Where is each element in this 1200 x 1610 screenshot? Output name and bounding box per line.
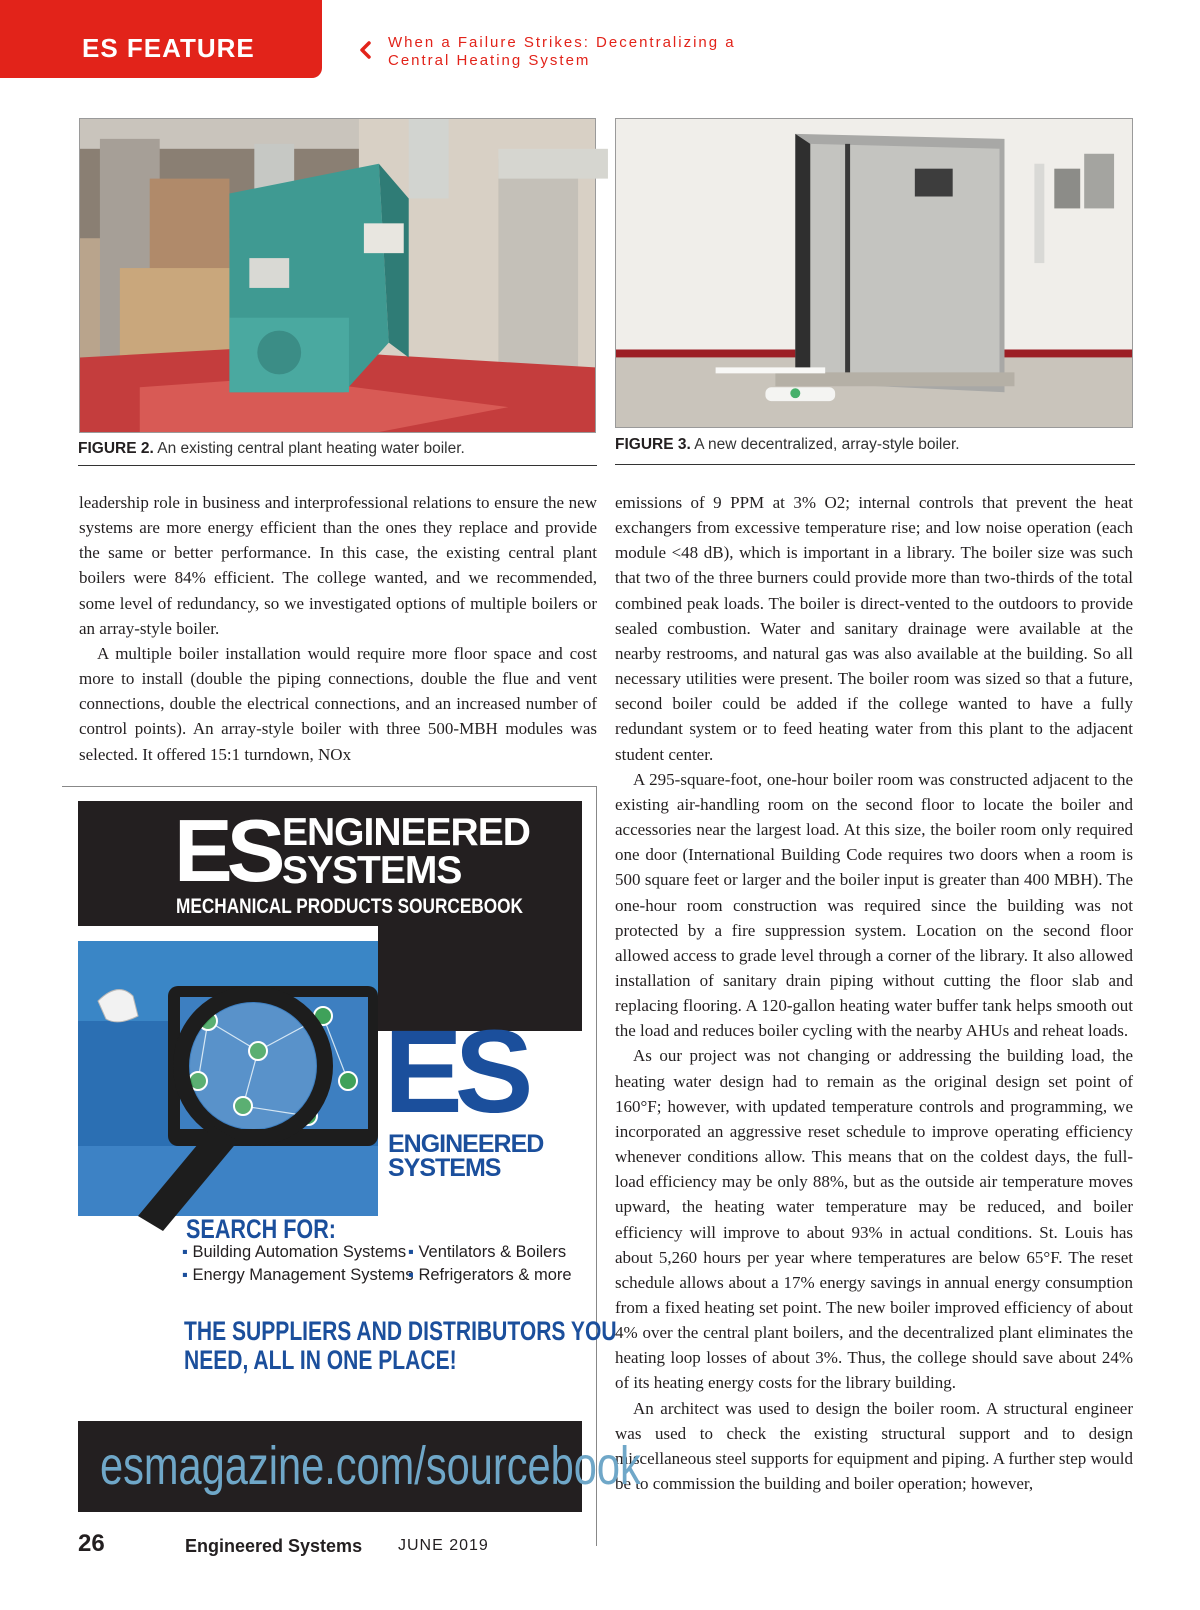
ad-big-line2: SYSTEMS xyxy=(388,1154,501,1182)
ad-tagline xyxy=(184,1317,621,1375)
ad-tagline-line2: NEED, ALL IN ONE PLACE! xyxy=(184,1345,457,1375)
article-title[interactable]: When a Failure Strikes: Decentralizing a Central Heating System xyxy=(388,34,736,69)
issue-date: JUNE 2019 xyxy=(398,1537,489,1554)
ad-logo-line1: ENGINEERED xyxy=(282,811,530,854)
section-label: ES FEATURE xyxy=(82,33,255,63)
section-tab xyxy=(0,0,322,78)
publication-name: Engineered Systems xyxy=(185,1536,363,1556)
central-plant-boiler-image xyxy=(80,119,595,432)
paragraph: A multiple boiler installation would require more floor space and cost more to install (double the piping connections, double the flue and vent connections, double the electrical connections, and an increased number of control points). An array-style boiler with three 500-MBH modules was selected. It offered 15:1 turndown, NOx xyxy=(79,643,597,764)
chevron-left-icon[interactable] xyxy=(358,40,372,60)
paragraph: As our project was not changing or addressing the building load, the heating water design had to remain as the original design set point of 160°F; however, with updated temperature controls and programming, we incorporated an aggressive reset schedule to improve operating efficiency whenever conditions allow. This means that on the coldest days, the full-load efficiency may be only 88%, but as the outside air temperature moves upward, the heating water temperature may be reduced, and boiler efficiency will improve to about 93% in actual conditions. St. Louis has about 5,260 hours per year where temperatures are below 65°F. The reset schedule allows about a 17% energy savings in annual energy consumption from a fixed heating set point. The new boiler improved efficiency of about 4% over the central plant boilers, and the decentralized plant eliminates the heating loop losses of about 3%. Thus, the college should save about 24% of its heating energy costs for the library building. xyxy=(615,1046,1133,1393)
figure-3-caption xyxy=(615,436,960,454)
ad-divider-top xyxy=(62,786,597,787)
left-column xyxy=(79,490,597,767)
column-divider xyxy=(596,786,597,1546)
right-column xyxy=(615,490,1133,1496)
figure-3-photo xyxy=(615,118,1133,428)
figure-2-label: FIGURE 2. xyxy=(78,440,154,457)
ad-big-wordmark xyxy=(388,1132,543,1180)
list-item: ▪ Ventilators & Boilers xyxy=(408,1241,572,1264)
ad-big-line1: ENGINEERED xyxy=(388,1130,544,1158)
ad-search-heading: SEARCH FOR: xyxy=(186,1214,336,1244)
ad-url-link[interactable]: esmagazine.com/sourcebook xyxy=(100,1436,641,1496)
caption-rule-right xyxy=(615,464,1135,465)
ad-subtitle: MECHANICAL PRODUCTS SOURCEBOOK xyxy=(176,895,523,918)
ad-logo-mark: ES xyxy=(174,801,280,900)
ad-logo-line2: SYSTEMS xyxy=(282,849,462,892)
list-item: ▪ Energy Management Systems xyxy=(182,1264,413,1287)
paragraph: An architect was used to design the boiler room. A structural engineer was used to check the existing structural support and to design miscellaneous steel supports for equipment and piping. A further step would be to commission the building and boiler operation; however, xyxy=(615,1398,1133,1494)
ad-list-left xyxy=(182,1241,413,1287)
list-item: ▪ Building Automation Systems xyxy=(182,1241,413,1264)
paragraph: A 295-square-foot, one-hour boiler room was constructed adjacent to the existing air-handling room on the second floor to locate the boiler and accessories near the largest load. At this size, the boiler room only required one door (International Building Code requires two doors when a room is 500 square feet or larger and the boiler input is greater than 400 MBH). The one-hour room construction was required since the building was not protected by a fire suppression system. Location on the second floor allowed access to grade level through a corner of the library. It also allowed installation of sanitary drain piping without cutting the floor slab and replacing flooring. A 120-gallon heating water buffer tank helps smooth out the load and reduces boiler cycling with the nearby AHUs and reheat loads. xyxy=(615,769,1133,1041)
figure-3-label: FIGURE 3. xyxy=(615,436,691,453)
paragraph: emissions of 9 PPM at 3% O2; internal controls that prevent the heat exchangers from excessive temperature rise; and low noise operation (each module <48 dB), which is important in a library. The boiler size was such that two of the three burners could provide more than two-thirds of the total combined peak loads. The boiler is direct-vented to the outdoors to provide sealed combustion. Water and sanitary drainage were available at the nearby restrooms, and natural gas was also available at the building. So all necessary utilities were present. The boiler room was sized so that a future, second boiler could be added if the college wanted to have a fully redundant system or to feed heating water from this plant to the adjacent student center. xyxy=(615,493,1133,764)
list-item: ▪ Refrigerators & more xyxy=(408,1264,572,1287)
sourcebook-advertisement[interactable] xyxy=(78,801,641,1512)
ad-list-right xyxy=(408,1241,572,1287)
ad-big-mark: ES xyxy=(384,1006,526,1138)
caption-rule-left xyxy=(78,465,597,466)
paragraph: leadership role in business and interprofessional relations to ensure the new systems are more energy efficient than the ones they replace and provide the same or better performance. In this case, the existing central plant boilers were 84% efficient. The college wanted, and we recommended, some level of redundancy, so we investigated options of multiple boilers or an array-style boiler. xyxy=(79,493,597,638)
array-boiler-image xyxy=(616,119,1132,427)
figure-2-caption xyxy=(78,440,465,458)
ad-tagline-line1: THE SUPPLIERS AND DISTRIBUTORS YOU xyxy=(184,1316,617,1346)
figure-2-caption-text: An existing central plant heating water boiler. xyxy=(157,440,465,457)
figure-3-caption-text: A new decentralized, array-style boiler. xyxy=(694,436,960,453)
figure-2-photo xyxy=(79,118,596,433)
page-number: 26 xyxy=(78,1530,105,1557)
